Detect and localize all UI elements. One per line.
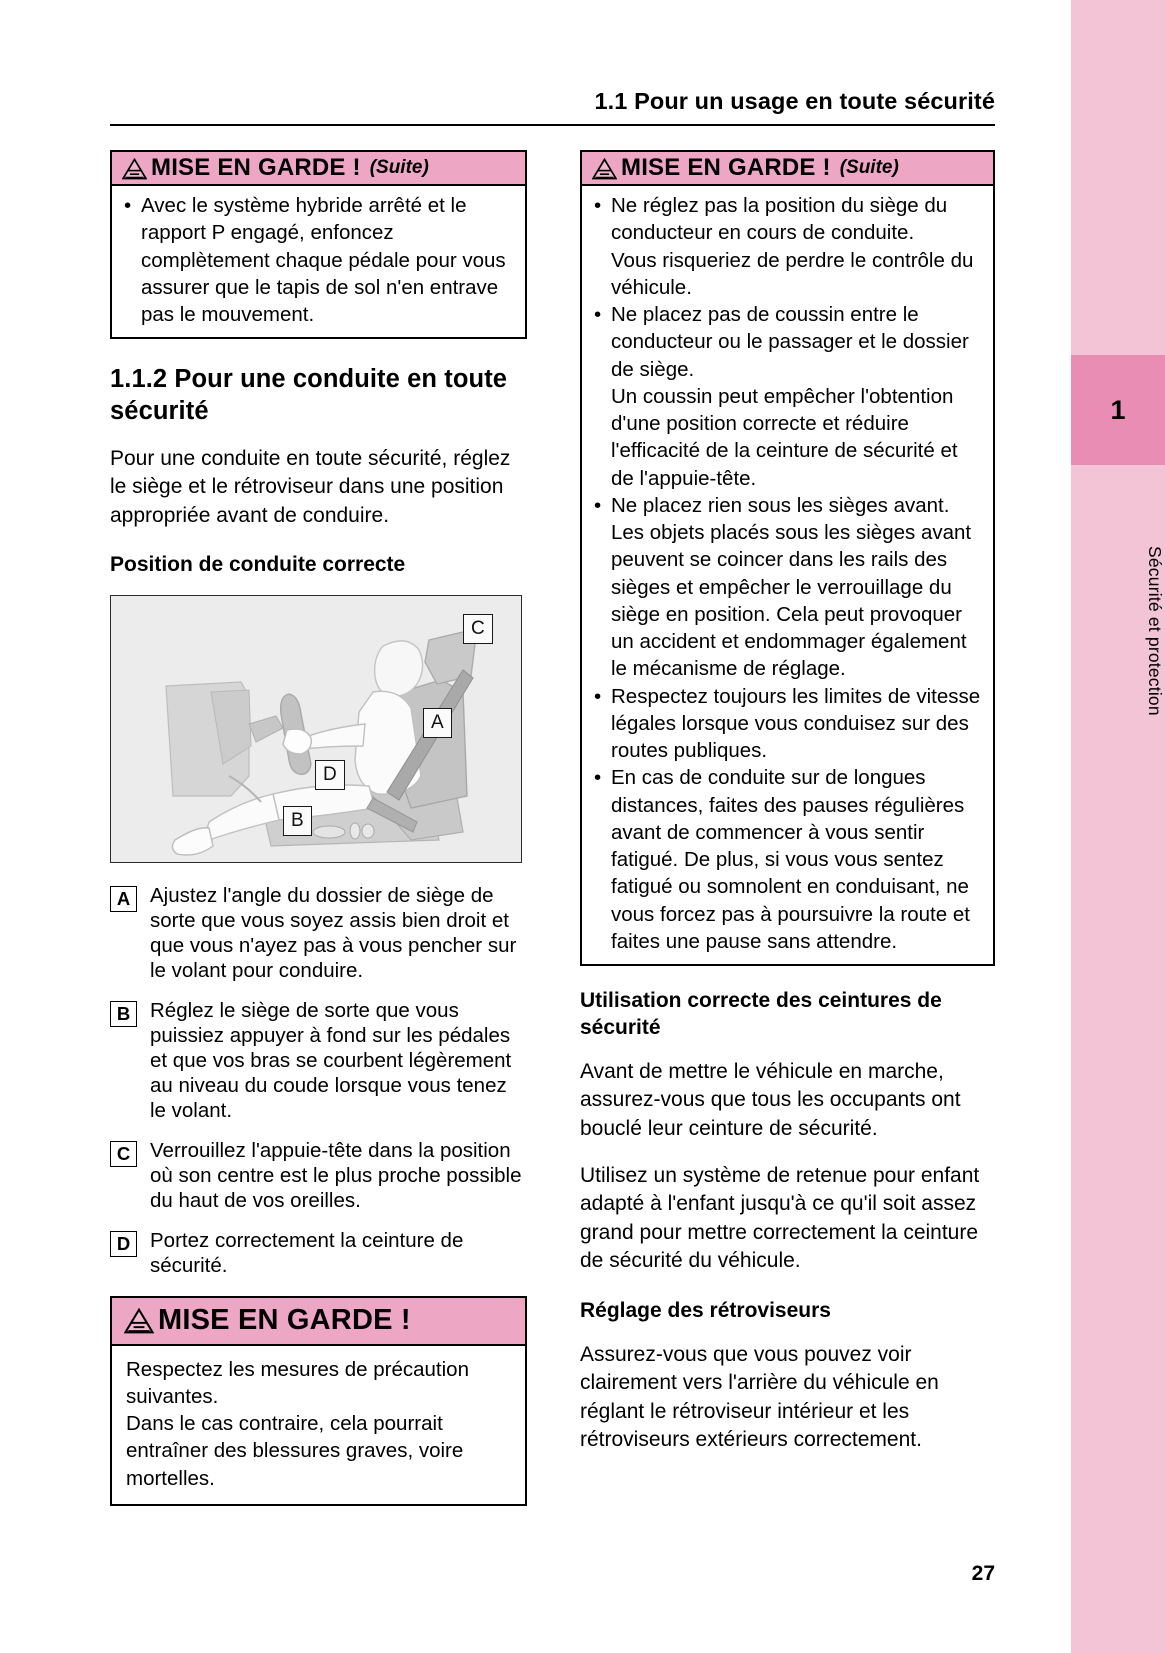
figure-callout-a: A [423, 708, 452, 738]
warning-box-bottom-left [110, 1296, 527, 1506]
list-item [110, 1228, 527, 1278]
warning-suffix: (Suite) [839, 156, 899, 178]
paragraph-seatbelts-1: Avant de mettre le véhicule en marche, assurez-vous que tous les occupants ont bouclé leur ceinture de sécurité. [580, 1059, 961, 1141]
warning-header [112, 1298, 525, 1345]
bullet-text: Ne placez rien sous les sièges avant. [611, 493, 950, 517]
figure-callout-b: B [283, 806, 312, 836]
bullet-text: Ne réglez pas la position du siège du conducteur en cours de conduite. [611, 194, 948, 245]
warning-bullet-list [594, 192, 982, 247]
bullet-dot: • [594, 303, 602, 327]
list-item [594, 301, 982, 383]
warning-triangle-icon [592, 158, 617, 180]
warning-bullet-list [124, 192, 514, 328]
bullet-dot: • [594, 493, 602, 517]
driver-seat-diagram [111, 596, 521, 862]
bullet-text: Avec le système hybride arrêté et le rapport P engagé, enfoncez complètement chaque pédale pour vous assurer que le tapis de sol n'en entrave pas le mouvement. [141, 194, 506, 327]
section-intro-paragraph: Pour une conduite en toute sécurité, réglez le siège et le rétroviseur dans une position appropriée avant de conduire. [110, 446, 511, 527]
warning-header [112, 152, 525, 186]
section-heading: 1.1.2 Pour une conduite en toute sécurité [110, 365, 508, 425]
subsection-heading-mirrors: Réglage des rétroviseurs [580, 1298, 831, 1322]
bullet-dot: • [594, 684, 602, 708]
warning-bullet-list [594, 492, 982, 519]
warning-subparagraph: Vous risqueriez de perdre le contrôle du véhicule. [611, 248, 974, 299]
warning-title: MISE EN GARDE ! [158, 1304, 411, 1337]
warning-box-continued-right [580, 150, 995, 966]
letter-badge-b: B [110, 1001, 137, 1027]
list-item [594, 192, 982, 247]
letter-badge-d: D [110, 1231, 137, 1257]
letter-text-d: Portez correctement la ceinture de sécurité. [150, 1229, 464, 1278]
list-item [594, 492, 982, 519]
warning-suffix: (Suite) [369, 156, 429, 178]
paragraph-mirrors: Assurez-vous que vous pouvez voir clairement vers l'arrière du véhicule en réglant le rétroviseur intérieur et les rétroviseurs extérieurs correctement. [580, 1342, 939, 1452]
right-column [580, 150, 995, 1473]
page-header-title: 1.1 Pour un usage en toute sécurité [594, 88, 995, 114]
header-divider [110, 124, 995, 126]
driving-position-illustration [110, 595, 522, 863]
warning-box-continued-left [110, 150, 527, 339]
warning-triangle-icon [122, 158, 147, 180]
warning-bullet-list [594, 683, 982, 956]
warning-title: MISE EN GARDE ! [151, 154, 361, 181]
warning-paragraph-2: Dans le cas contraire, cela pourrait entraîner des blessures graves, voire mortelles. [126, 1412, 464, 1490]
bullet-text: Ne placez pas de coussin entre le conducteur ou le passager et le dossier de siège. [611, 303, 969, 381]
chapter-label: Sécurité et protection [1145, 546, 1165, 716]
warning-subparagraph: Les objets placés sous les sièges avant peuvent se coincer dans les rails des sièges et empêcher le verrouillage du siège en position. Cela peut provoquer un accident et endommager également le mécanisme de réglage. [611, 521, 972, 681]
warning-paragraph-1: Respectez les mesures de précaution suivantes. [126, 1357, 469, 1408]
list-item [110, 998, 527, 1123]
list-item [110, 883, 527, 983]
letter-text-a: Ajustez l'angle du dossier de siège de sorte que vous soyez assis bien droit et que vous n'ayez pas à vous pencher sur le volant pour conduire. [150, 884, 517, 983]
bullet-text: Respectez toujours les limites de vitesse légales lorsque vous conduisez sur des routes publiques. [611, 684, 981, 763]
bullet-dot: • [594, 766, 602, 790]
warning-subparagraph: Un coussin peut empêcher l'obtention d'une position correcte et réduire l'efficacité de la ceinture de sécurité et de l'appuie-tête. [611, 384, 958, 490]
list-item [594, 764, 982, 955]
left-column [110, 150, 527, 1506]
subsection-heading: Position de conduite correcte [110, 553, 406, 577]
warning-body [112, 1346, 525, 1504]
letter-text-b: Réglez le siège de sorte que vous puissiez appuyer à fond sur les pédales et que vos bras se courbent légèrement au niveau du coude lorsque vous tenez le volant. [150, 999, 512, 1123]
warning-bullet-list [594, 301, 982, 383]
bullet-dot: • [594, 194, 602, 218]
chapter-number: 1 [1110, 394, 1126, 425]
subsection-heading-seatbelts: Utilisation correcte des ceintures de sécurité [580, 989, 942, 1040]
bullet-dot: • [124, 194, 132, 218]
bullet-text: En cas de conduite sur de longues distances, faites des pauses régulières avant de commencer à vous sentir fatigué. De plus, si vous vous sentez fatigué ou somnolent en conduisant, ne vous forcez pas à poursuivre la route et faites une pause sans attendre. [611, 766, 970, 953]
warning-triangle-icon [124, 1308, 154, 1334]
page-number: 27 [971, 1562, 995, 1585]
chapter-tab [1071, 0, 1165, 1653]
warning-body [112, 186, 525, 337]
letter-text-c: Verrouillez l'appuie-tête dans la position où son centre est le plus proche possible du haut de vos oreilles. [150, 1139, 522, 1213]
list-item [110, 1138, 527, 1213]
warning-header [582, 152, 993, 186]
warning-body [582, 186, 993, 964]
paragraph-seatbelts-2: Utilisez un système de retenue pour enfant adapté à l'enfant jusqu'à ce qu'il soit assez grand pour mettre correctement la ceinture de sécurité du véhicule. [580, 1163, 980, 1273]
letter-badge-c: C [110, 1141, 137, 1167]
figure-callout-d: D [315, 760, 345, 790]
list-item [124, 192, 514, 328]
letter-badge-a: A [110, 886, 137, 912]
list-item [594, 683, 982, 765]
lettered-instruction-list [110, 883, 527, 1278]
warning-title: MISE EN GARDE ! [621, 154, 831, 181]
figure-callout-c: C [463, 614, 493, 644]
